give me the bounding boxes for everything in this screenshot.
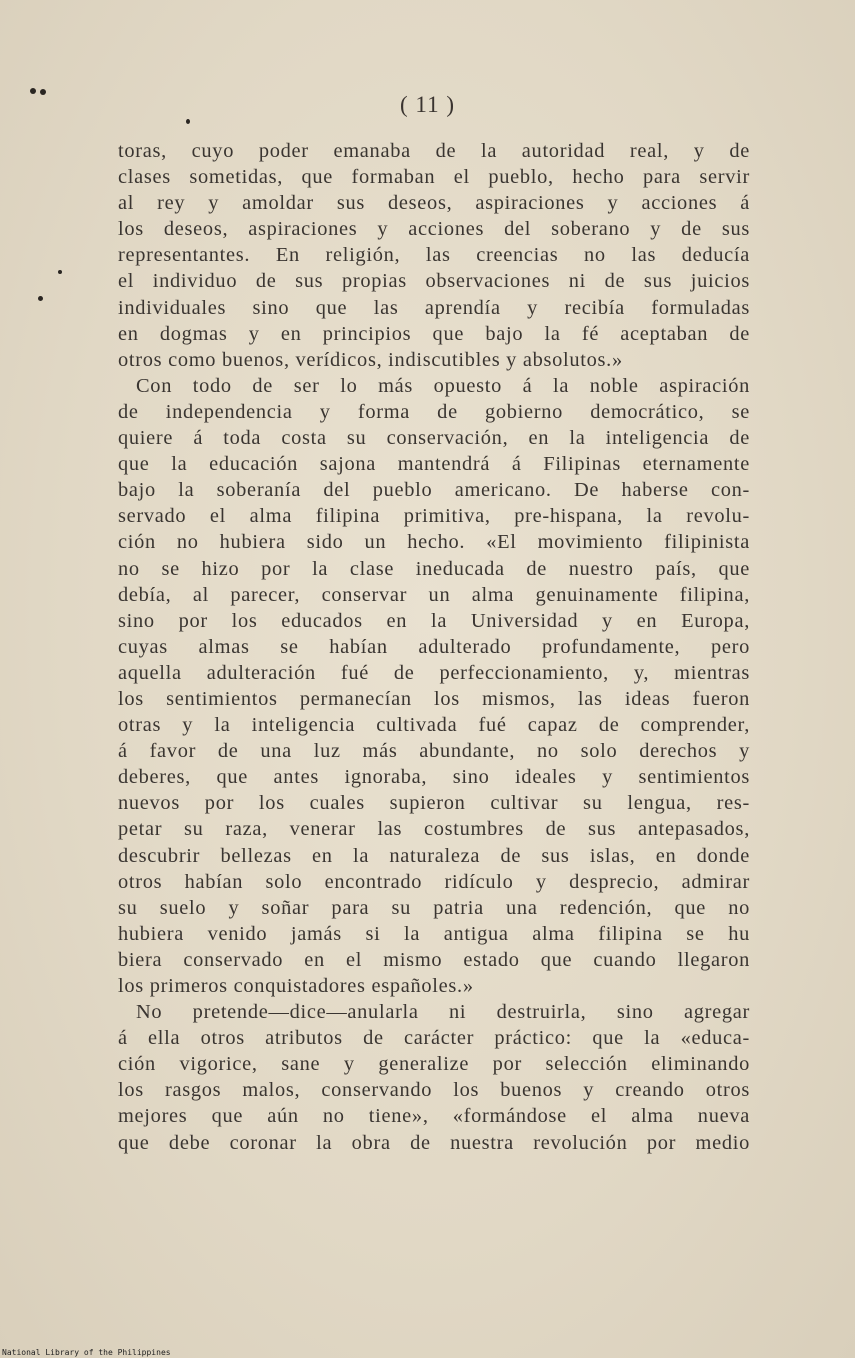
text-line: los primeros conquistadores españoles.» — [118, 975, 474, 997]
footer-credit: National Library of the Philippines — [2, 1348, 171, 1357]
text-line: á favor de una luz más abundante, no solo derechos y — [118, 740, 750, 763]
text-line: el individuo de sus propias observaciones ni de sus juicios — [118, 270, 750, 293]
text-line: á ella otros atributos de carácter práctico: que la «educa- — [118, 1027, 750, 1050]
text-line: otras y la inteligencia cultivada fué capaz de comprender, — [118, 714, 750, 737]
text-line: debía, al parecer, conservar un alma genuinamente filipina, — [118, 583, 750, 606]
text-line: los sentimientos permanecían los mismos, las ideas fueron — [118, 687, 750, 710]
text-line: en dogmas y en principios que bajo la fé aceptaban de — [118, 322, 750, 345]
text-line: Con todo de ser lo más opuesto á la noble aspiración — [136, 374, 750, 397]
text-line: que la educación sajona mantendrá á Filipinas eternamente — [118, 453, 750, 476]
text-line: otros como buenos, verídicos, indiscutibles y absolutos.» — [118, 348, 623, 371]
text-line: mejores que aún no tiene», «formándose el alma nueva — [118, 1105, 750, 1128]
text-line: biera conservado en el mismo estado que cuando llegaron — [118, 948, 750, 971]
text-line: nuevos por los cuales supieron cultivar su lengua, res- — [118, 792, 750, 815]
text-line: petar su raza, venerar las costumbres de sus antepasados, — [118, 818, 750, 841]
text-line: otros habían solo encontrado ridículo y desprecio, admirar — [118, 870, 750, 893]
text-line: su suelo y soñar para su patria una redención, que no — [118, 896, 750, 919]
text-line: representantes. En religión, las creencias no las deducía — [118, 244, 750, 267]
text-line: quiere á toda costa su conservación, en la inteligencia de — [118, 427, 750, 450]
page-number: ( 11 ) — [400, 92, 455, 117]
text-line: bajo la soberanía del pueblo americano. De haberse con- — [118, 479, 750, 502]
text-line: toras, cuyo poder emanaba de la autoridad real, y de — [118, 140, 750, 162]
text-line: ción no hubiera sido un hecho. «El movimiento filipinista — [118, 531, 750, 554]
ink-speck — [58, 270, 62, 274]
text-line: hubiera venido jamás si la antigua alma filipina se hu — [118, 922, 750, 945]
text-line: servado el alma filipina primitiva, pre-hispana, la revolu- — [118, 505, 750, 528]
text-line: los rasgos malos, conservando los buenos y creando otros — [118, 1079, 750, 1102]
text-line: No pretende—dice—anularla ni destruirla, sino agregar — [136, 1001, 750, 1024]
text-line: no se hizo por la clase ineducada de nuestro país, que — [118, 557, 750, 580]
ink-speck — [186, 119, 190, 124]
text-line: los deseos, aspiraciones y acciones del soberano y de sus — [118, 218, 750, 241]
text-line: aquella adulteración fué de perfeccionamiento, y, mientras — [118, 661, 750, 684]
text-line: descubrir bellezas en la naturaleza de sus islas, en donde — [118, 844, 750, 867]
text-line: de independencia y forma de gobierno democrático, se — [118, 400, 750, 423]
text-line: clases sometidas, que formaban el pueblo, hecho para servir — [118, 166, 750, 189]
text-line: sino por los educados en la Universidad y en Europa, — [118, 609, 750, 632]
text-line: ción vigorice, sane y generalize por selección eliminando — [118, 1053, 750, 1076]
text-line: al rey y amoldar sus deseos, aspiraciones y acciones á — [118, 192, 750, 215]
text-line: cuyas almas se habían adulterado profundamente, pero — [118, 635, 750, 658]
text-line: deberes, que antes ignoraba, sino ideales y sentimientos — [118, 766, 750, 789]
text-line: individuales sino que las aprendía y recibía formuladas — [118, 296, 750, 319]
ink-speck — [38, 296, 43, 301]
text-line: que debe coronar la obra de nuestra revolución por medio — [118, 1131, 750, 1154]
body-text — [118, 138, 750, 1156]
